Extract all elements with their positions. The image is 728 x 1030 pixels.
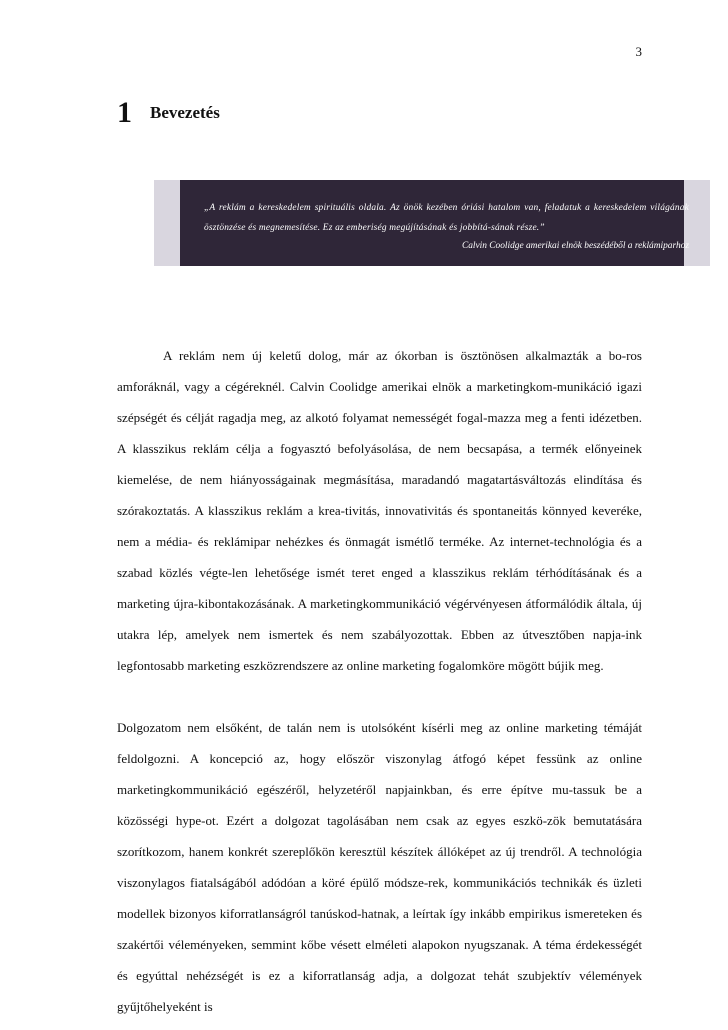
paragraph-1: A reklám nem új keletű dolog, már az ókorban is ösztönösen alkalmazták a bo-ros amforáknál, vagy a cégéreknél. Calvin Coolidge amerikai elnök a marketingkom-munikáció igazi szépségét és célját ragadja meg, az alkotó folyamat nemességét fogal-mazza meg a fenti idézetben. A klasszikus reklám célja a fogyasztó befolyásolása, de nem becsapása, a termék előnyeinek kiemelése, de nem hiányosságainak megmásítása, maradandó magatartásváltozás elindítása és szórakoztatás. A klasszikus reklám a krea-tivitás, innovativitás és spontaneitás könnyed keveréke, nem a média- és reklámipar nehézkes és önmagát ismétlő terméke. Az internet-technológia és a szabad közlés végte-len lehetősége ismét teret enged a klasszikus reklám térhódításának és a marketing újra-kibontakozásának. A marketingkommunikáció végérvényesen átformálódik általa, új utakra lép, amelyek nem ismertek és nem szabályozottak. Ebben az útvesztőben napja-ink legfontosabb marketing eszközrendszere az online marketing fogalomköre mögött bújik meg. (117, 348, 642, 673)
chapter-number: 1 (117, 96, 132, 129)
epigraph-source: Calvin Coolidge amerikai elnök beszédéből a reklámiparhoz (461, 241, 689, 251)
paragraph-2: Dolgozatom nem elsőként, de talán nem is utolsóként kísérli meg az online marketing témáját feldolgozni. A koncepció az, hogy először viszonylag átfogó képet fessünk az online marketingkommunikáció egészéről, helyzetéről napjainkban, és erre építve mu-tassuk be a közösségi hype-ot. Ezért a dolgozat tagolásában nem csak az egyes eszkö-zök bemutatására szorítkozom, hanem konkrét szereplőkön keresztül készítek állóképet az új trendről. A technológia viszonylagos fiatalságából adódóan a köré épülő módsze-rek, kommunikációs technikák és üzleti modellek bizonyos kiforratlanságról tanúskod-hatnak, a leírtak így inkább empirikus ismereteken és szakértői véleményeken, semmint kőbe vésett elméleti alapokon nyugszanak. A téma érdekességét és egyúttal nehézségét is ez a kiforratlanság adja, a dolgozat tehát szubjektív vélemények gyűjtőhelyeként is (117, 720, 642, 1014)
epigraph-left-accent (154, 180, 180, 266)
page-number: 3 (635, 44, 642, 59)
chapter-heading (117, 96, 220, 130)
body-text (117, 340, 642, 1022)
epigraph-block (154, 180, 710, 266)
chapter-title: Bevezetés (150, 103, 220, 122)
epigraph-quote: „A reklám a kereskedelem spirituális oldala. Az önök kezében óriási hatalom van, feladatuk a kereskedelem világának ösztönzése és megnemesítése. Ez az emberiség megújításának és jobbítá-sának része.” (204, 203, 689, 233)
